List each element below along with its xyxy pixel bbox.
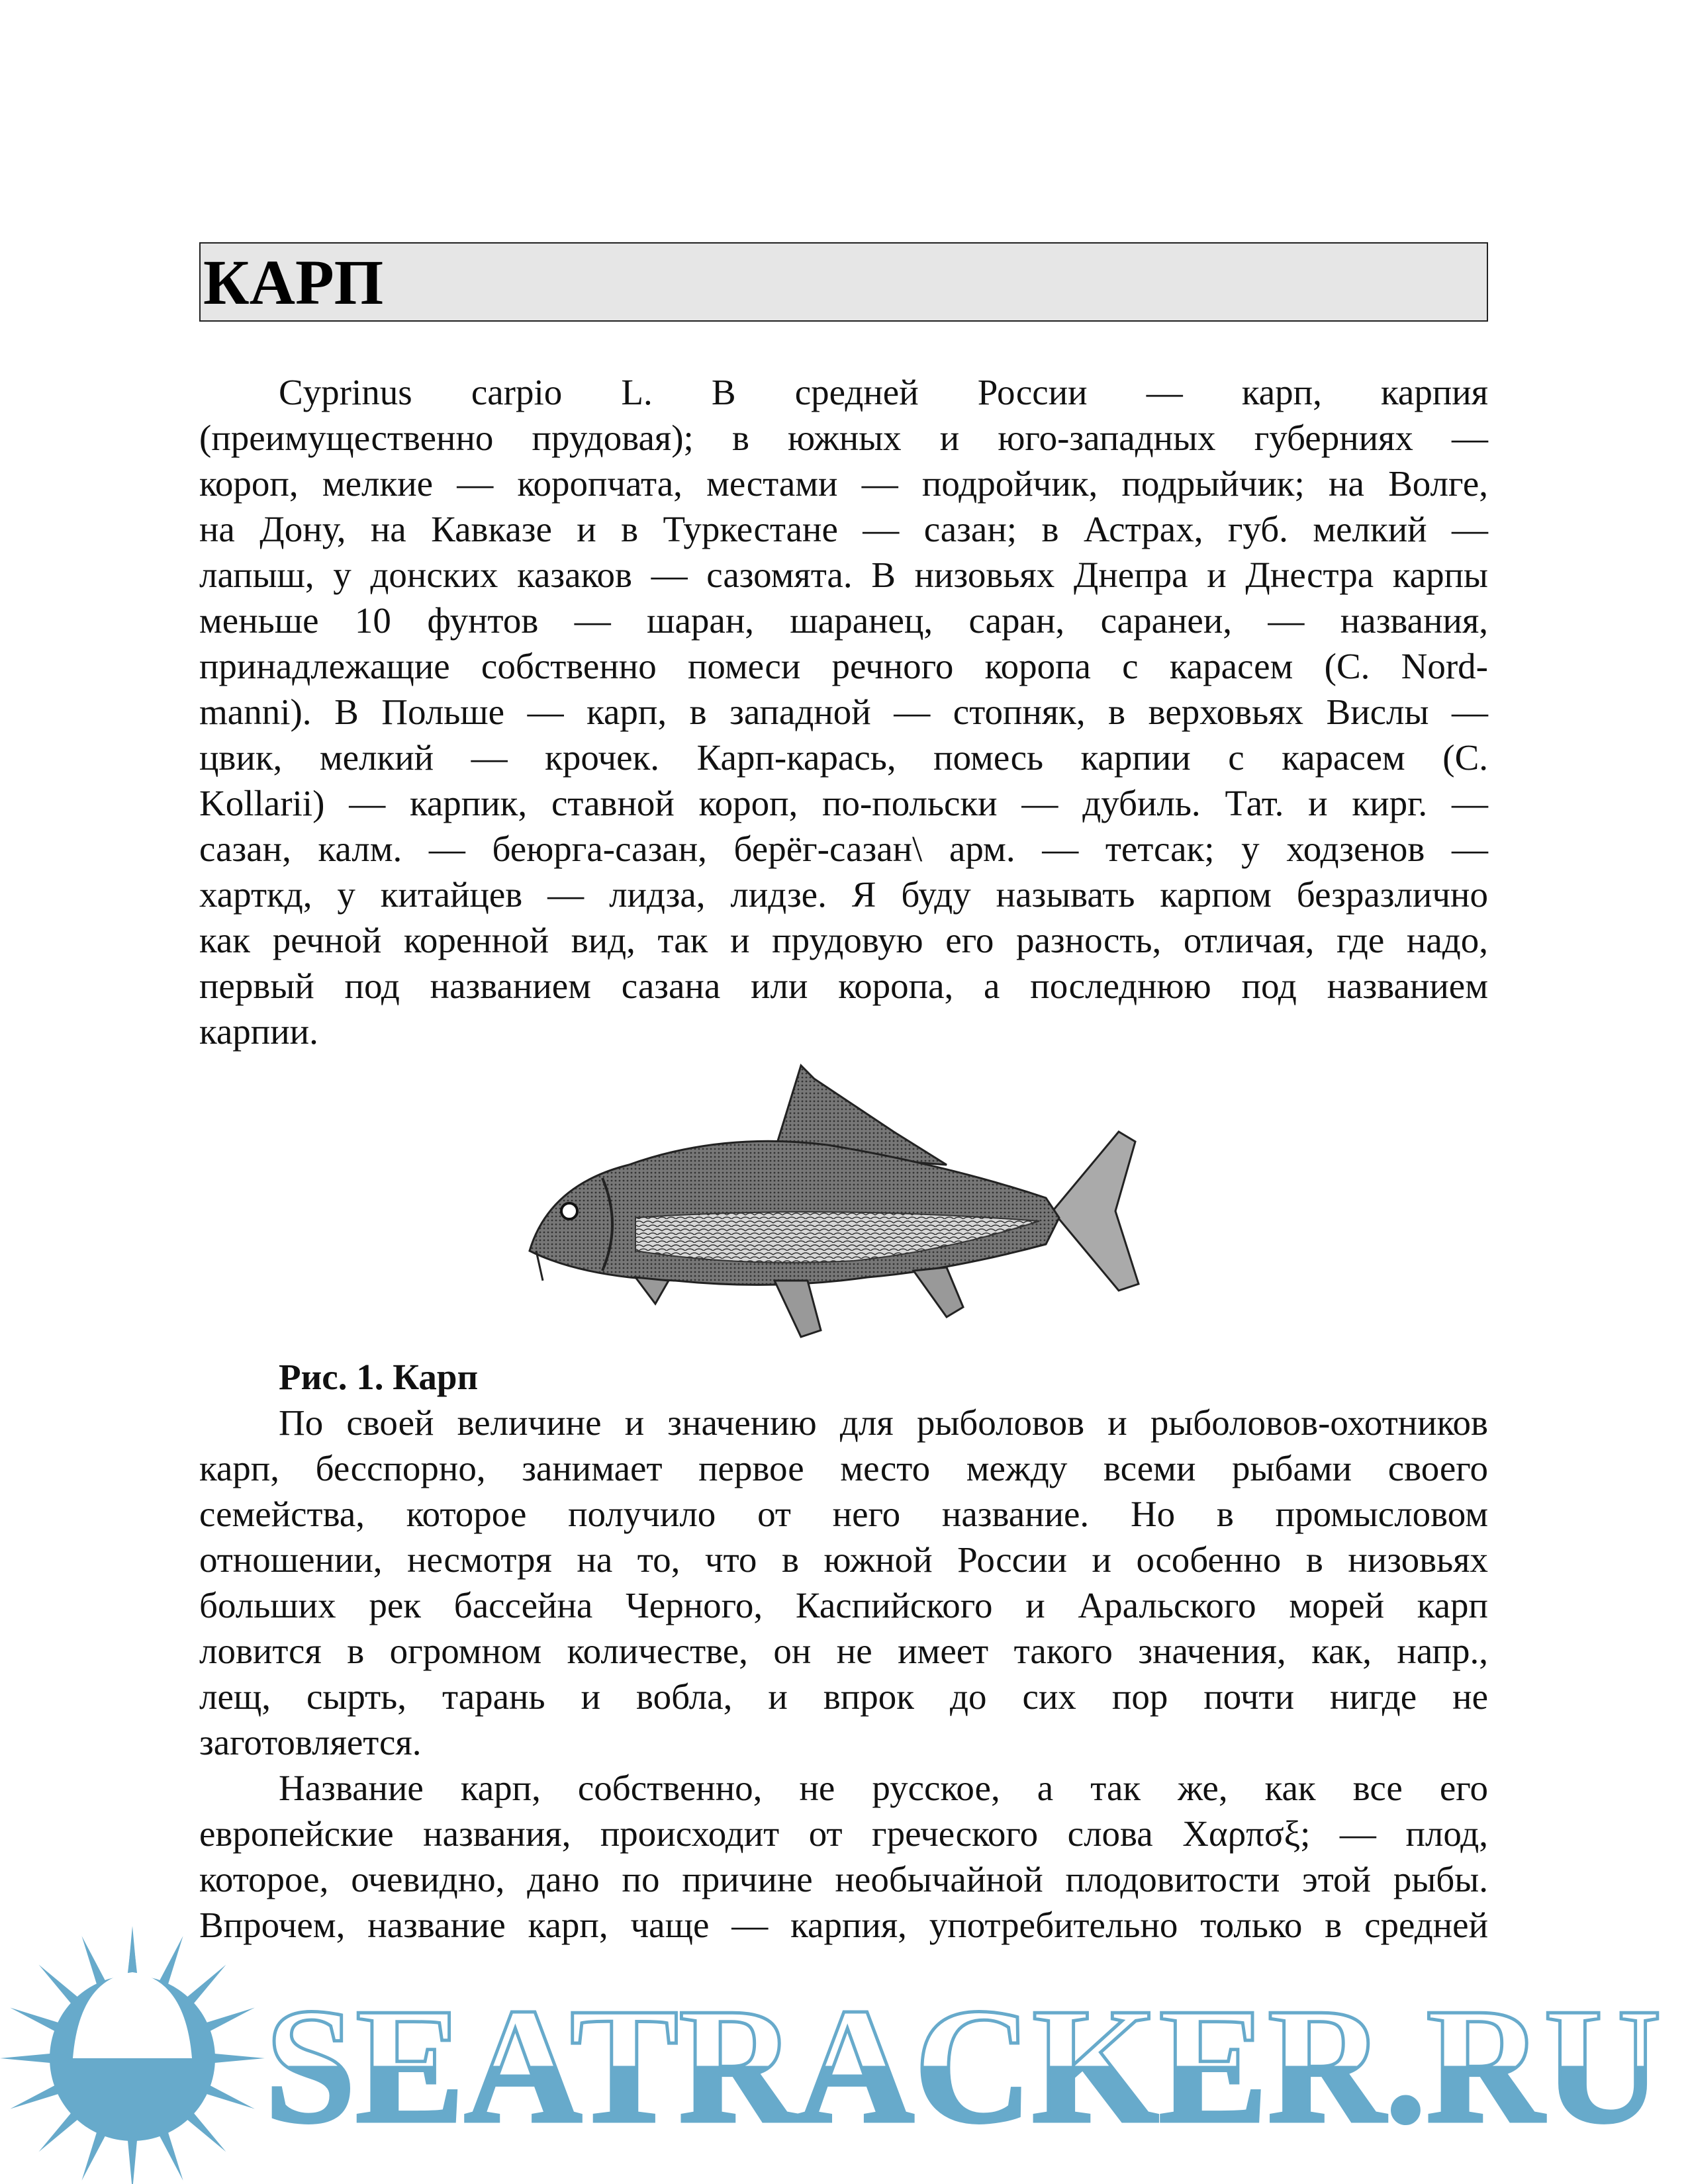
seatracker-watermark (0, 1919, 1688, 2184)
figure-caption: Рис. 1. Карп (279, 1357, 479, 1397)
sun-logo-icon (0, 1926, 265, 2184)
text-line: сазан, калм. — беюрга-сазан, берёг-сазан\ арм. — тетсак; у ходзенов — (199, 829, 1488, 869)
fish-eye (561, 1203, 577, 1219)
section-title-box (199, 242, 1488, 322)
text-line: отношении, несмотря на то, что в южной России и особенно в низовьях (199, 1539, 1488, 1580)
text-line: По своей величине и значению для рыболовов и рыболовов-охотников (279, 1402, 1488, 1443)
text-line: харткд, у китайцев — лидза, лидзе. Я буду называть карпом безразлично (199, 874, 1488, 915)
text-line: европейские названия, происходит от греческого слова Χαρπσξ; — плод, (199, 1813, 1488, 1854)
text-line: короп, мелкие — коропчата, местами — подройчик, подрыйчик; на Волге, (199, 463, 1488, 504)
text-line: лапыш, у донских казаков — сазомята. В низовьях Днепра и Днестра карпы (199, 555, 1488, 595)
text-line: Название карп, собственно, не русское, а так же, как все его (279, 1768, 1488, 1808)
text-line: на Дону, на Кавказе и в Туркестане — сазан; в Астрах, губ. мелкий — (199, 509, 1488, 549)
text-line: меньше 10 фунтов — шаран, шаранец, саран, саранеи, — названия, (199, 600, 1488, 641)
text-line: первый под названием сазана или коропа, а последнюю под названием (199, 966, 1488, 1006)
paragraph-significance (199, 1400, 1488, 1948)
section-title: КАРП (203, 247, 384, 318)
text-line: (преимущественно прудовая); в южных и юго-западных губерниях — (199, 418, 1488, 458)
text-line: ловится в огромном количестве, он не имеет такого значения, как, напр., (199, 1631, 1488, 1671)
text-line: карп, бесспорно, занимает первое место между всеми рыбами своего (199, 1448, 1488, 1488)
text-line: Впрочем, название карп, чаще — карпия, употребительно только в средней (199, 1905, 1488, 1945)
paragraph-synonyms (199, 369, 1488, 1054)
text-line: Kollarii) — карпик, ставной короп, по-польски — дубиль. Тат. и кирг. — (199, 783, 1488, 823)
text-line: лещ, сырть, тарань и вобла, и впрок до сих пор почти нигде не (199, 1676, 1488, 1717)
text-line: принадлежащие собственно помеси речного коропа с карасем (С. Nord- (199, 646, 1488, 686)
text-line: manni). В Польше — карп, в западной — стопняк, в верховьях Вислы — (199, 692, 1488, 732)
text-line: семейства, которое получило от него название. Но в промысловом (199, 1494, 1488, 1534)
watermark-text: SEATRACKER.RU (265, 1974, 1662, 2158)
text-line: заготовляется. (199, 1722, 422, 1762)
text-line: цвик, мелкий — крочек. Карп-карась, помесь карпии с карасем (С. (199, 737, 1488, 778)
tail-fin (1053, 1132, 1139, 1291)
carp-illustration (523, 1052, 1158, 1353)
text-line: больших рек бассейна Черного, Каспийского и Аральского морей карп (199, 1585, 1488, 1625)
text-line: как речной коренной вид, так и прудовую его разность, отличая, где надо, (199, 920, 1488, 960)
text-line: карпии. (199, 1011, 318, 1052)
text-line: Cyprinus carpio L. В средней России — карп, карпия (279, 372, 1488, 412)
text-line: которое, очевидно, дано по причине необычайной плодовитости этой рыбы. (199, 1859, 1488, 1899)
